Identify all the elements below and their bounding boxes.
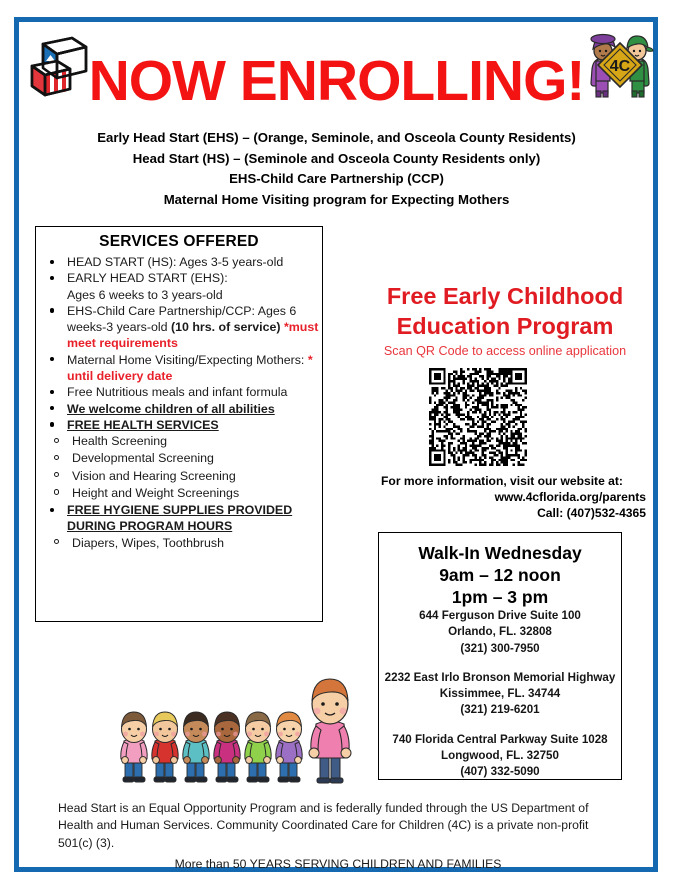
promo-headline-line2: Education Program <box>396 313 614 339</box>
walkin-location <box>379 670 621 719</box>
walkin-hours-2: 1pm – 3 pm <box>451 587 549 607</box>
circle-bullet-icon <box>54 455 59 460</box>
service-item <box>36 384 322 400</box>
bullet-icon <box>50 422 54 426</box>
service-item-label: EHS-Child Care Partnership/CCP: Ages 6 weeks-3 years-old (10 hrs. of service) *must meet requirements <box>67 303 319 351</box>
walkin-title: Walk-In Wednesday <box>418 543 582 563</box>
service-item-label: FREE HYGIENE SUPPLIES PROVIDED DURING PROGRAM HOURS <box>67 503 293 534</box>
circle-bullet-icon <box>54 472 59 477</box>
service-item <box>36 270 322 303</box>
page-title: NOW ENROLLING! <box>88 49 585 113</box>
promo-headline <box>355 281 655 341</box>
scan-qr-instruction: Scan QR Code to access online application <box>383 344 627 358</box>
footer-tagline: More than 50 YEARS SERVING CHILDREN AND FAMILIES <box>174 857 502 872</box>
service-sub-item <box>36 450 322 467</box>
walkin-location-street: 2232 East Irlo Bronson Memorial Highway <box>384 670 616 684</box>
child-figure <box>214 712 240 782</box>
service-item-label: Free Nutritious meals and infant formula <box>67 385 288 400</box>
contact-info <box>358 473 656 522</box>
bullet-icon <box>50 260 54 264</box>
service-item <box>36 417 322 433</box>
bullet-icon <box>50 276 54 280</box>
circle-bullet-icon <box>54 489 59 494</box>
contact-website[interactable]: www.4cflorida.org/parents <box>494 490 646 505</box>
services-list <box>36 254 322 552</box>
subtitle-line-2: Head Start (HS) – (Seminole and Osceola County Residents only) <box>132 150 541 166</box>
circle-bullet-icon <box>54 438 59 443</box>
service-item-label: EARLY HEAD START (EHS): Ages 6 weeks to 3 years-old <box>67 271 228 302</box>
bullet-icon <box>50 406 54 410</box>
service-item-label: We welcome children of all abilities <box>67 401 275 416</box>
subtitle-line-4: Maternal Home Visiting program for Expecting Mothers <box>163 191 510 207</box>
qr-code[interactable] <box>429 368 527 466</box>
walkin-location-street: 644 Ferguson Drive Suite 100 <box>419 609 581 622</box>
walkin-location-city: Longwood, FL. 32750 <box>441 749 559 763</box>
child-figure <box>152 712 178 782</box>
bullet-icon <box>50 308 54 312</box>
service-item <box>36 303 322 352</box>
service-sub-item-label: Height and Weight Screenings <box>72 485 240 500</box>
service-sub-item <box>36 485 322 502</box>
service-item <box>36 401 322 417</box>
walk-in-wednesday-box <box>378 532 622 780</box>
subtitle-line-3: EHS-Child Care Partnership (CCP) <box>229 171 444 186</box>
walkin-location-phone[interactable]: (321) 300-7950 <box>460 641 540 655</box>
4c-logo-mark: 4C <box>609 58 631 75</box>
subtitle-line-1: Early Head Start (EHS) – (Orange, Seminole, and Osceola County Residents) <box>97 130 576 145</box>
service-sub-item <box>36 468 322 485</box>
contact-phone[interactable]: Call: (407)532-4365 <box>537 506 646 521</box>
child-figure <box>121 712 147 782</box>
child-figure <box>276 712 302 782</box>
children-and-teacher-illustration <box>112 656 360 790</box>
bullet-icon <box>50 390 54 394</box>
service-sub-item-label: Vision and Hearing Screening <box>72 468 236 483</box>
service-item-label: HEAD START (HS): Ages 3-5 years-old <box>67 255 284 269</box>
child-figure <box>245 712 271 782</box>
program-subtitle <box>0 128 673 210</box>
bullet-icon <box>50 357 54 361</box>
service-item-label: Maternal Home Visiting/Expecting Mothers: * until delivery date <box>67 352 313 384</box>
walkin-location-city: Orlando, FL. 32808 <box>448 625 552 639</box>
service-item-bold: (10 hrs. of service) <box>170 320 281 335</box>
services-offered-box <box>35 226 323 622</box>
walkin-locations <box>379 608 621 781</box>
service-sub-item <box>36 433 322 450</box>
walkin-location-phone[interactable]: (321) 219-6201 <box>460 703 540 717</box>
promo-headline-line1: Free Early Childhood <box>386 283 624 309</box>
service-sub-item-label: Developmental Screening <box>72 451 214 466</box>
spacer <box>379 719 621 732</box>
service-item <box>36 254 322 270</box>
child-figure <box>183 712 209 782</box>
services-heading: SERVICES OFFERED <box>99 233 259 250</box>
service-item-label: FREE HEALTH SERVICES <box>67 417 219 432</box>
service-sub-list <box>36 535 322 552</box>
service-sub-item-label: Health Screening <box>72 434 168 449</box>
walkin-location-phone[interactable]: (407) 332-5090 <box>460 765 540 779</box>
walkin-location <box>379 732 621 781</box>
service-sub-list <box>36 433 322 502</box>
bullet-icon <box>50 508 54 512</box>
walkin-location <box>379 608 621 657</box>
footer-disclaimer: Head Start is an Equal Opportunity Program and is federally funded through the US Department of Health and Human Services. Community Coordinated Care for Children (4C) is a private non-profit 501(c) (3). <box>58 801 589 850</box>
walkin-location-street: 740 Florida Central Parkway Suite 1028 <box>392 732 608 746</box>
walkin-location-city: Kissimmee, FL. 34744 <box>439 687 561 701</box>
spacer <box>379 657 621 670</box>
service-item <box>36 502 322 535</box>
service-item-note: * until delivery date <box>67 352 313 384</box>
service-sub-item <box>36 535 322 552</box>
service-sub-item-label: Diapers, Wipes, Toothbrush <box>72 535 224 550</box>
walkin-hours-1: 9am – 12 noon <box>439 565 561 585</box>
service-item-note: *must meet requirements <box>67 320 319 351</box>
footer <box>58 800 618 874</box>
service-item <box>36 352 322 385</box>
circle-bullet-icon <box>54 539 59 544</box>
contact-intro: For more information, visit our website at: <box>381 474 623 488</box>
